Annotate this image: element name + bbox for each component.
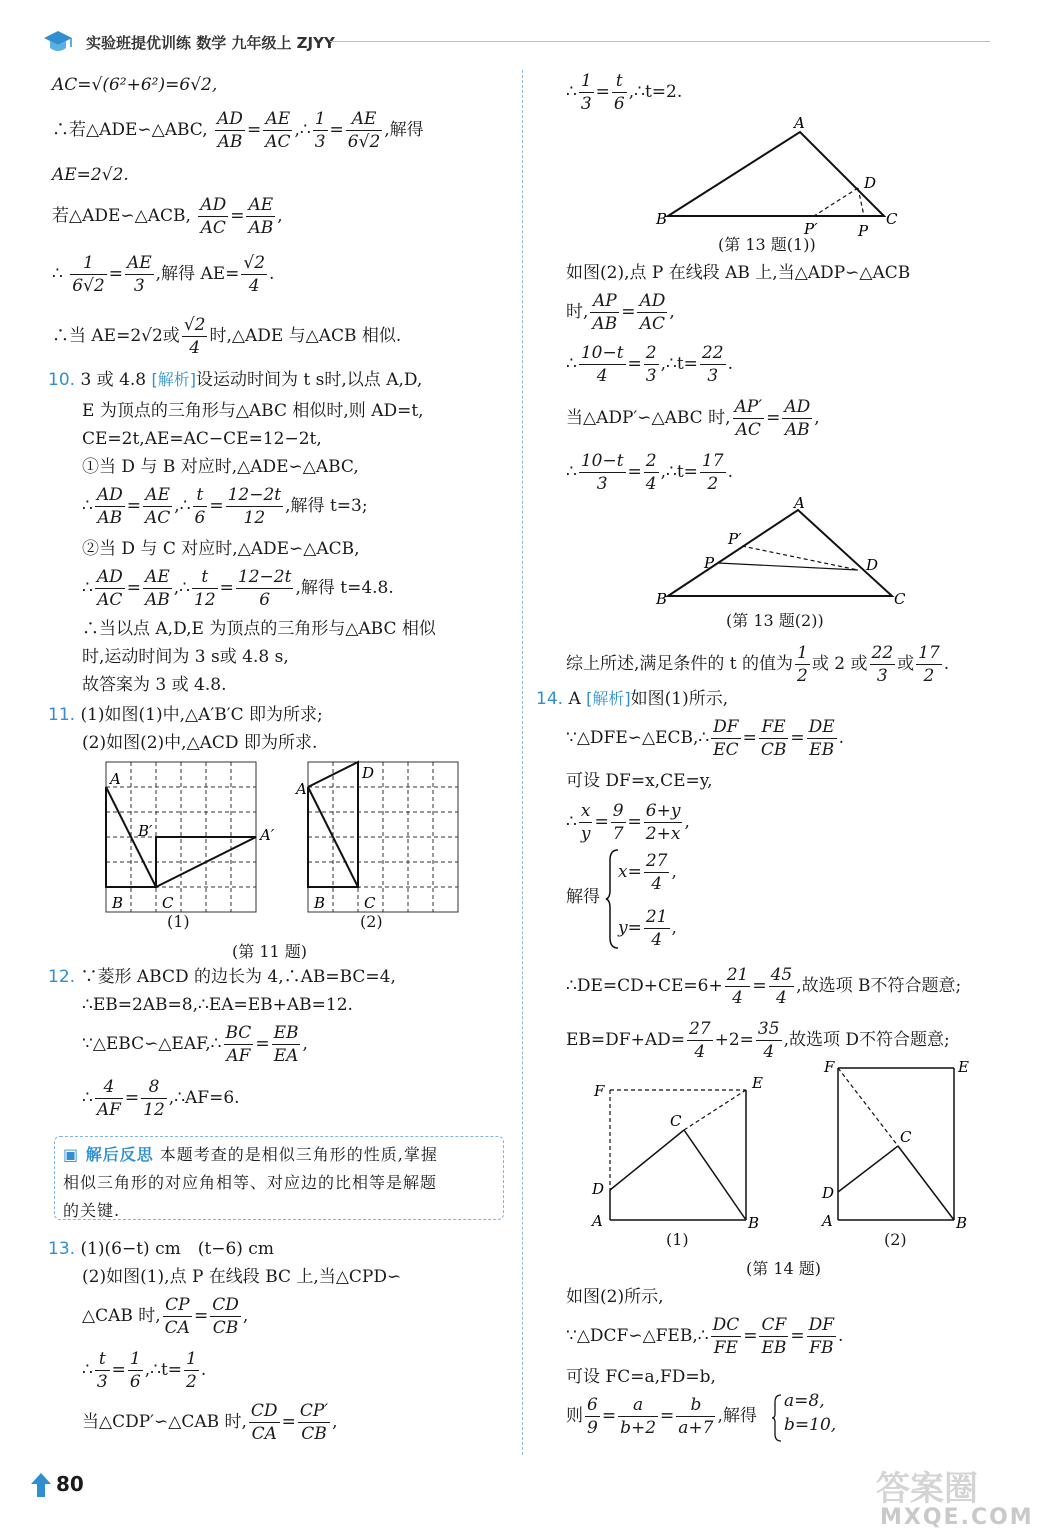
label-Bp: B′ <box>138 822 153 840</box>
text-line: 当△ADP′∽△ABC 时, $\frac{AP'}{AC}$ = $\frac{AD}{AB}$ , <box>566 397 820 440</box>
text-line: AC=√(6²+6²)=6√2, <box>52 75 218 95</box>
text-line: (2)如图(1),点 P 在线段 BC 上,当△CPD∽ <box>82 1267 402 1287</box>
fig13-2-caption: (第 13 题(2)) <box>726 611 824 630</box>
svg-text:B: B <box>748 1214 760 1232</box>
svg-text:B: B <box>656 590 668 608</box>
question-13: 13. (1)(6−t) cm (t−6) cm <box>48 1239 274 1259</box>
text-line: 如图(2)所示, <box>566 1287 664 1307</box>
text-line: 故答案为 3 或 4.8. <box>82 675 227 695</box>
text-line: ∵△DFE∽△ECB,∴ $\frac{DF}{EC}$ = $\frac{FE}{CB}$ = $\frac{DE}{EB}$ . <box>566 717 845 760</box>
book-title: 实验班提优训练 数学 九年级上 ZJYY <box>86 34 335 52</box>
fig14-sub1: (1) <box>666 1230 689 1249</box>
column-divider <box>522 70 523 1455</box>
text-line: 时,运动时间为 3 s或 4.8 s, <box>82 647 289 667</box>
svg-text:B: B <box>314 894 326 912</box>
svg-text:B: B <box>656 210 668 228</box>
reflection-label: ▣ 解后反思 <box>63 1145 154 1164</box>
svg-text:P′: P′ <box>804 220 818 238</box>
svg-text:答案圈: 答案圈 <box>876 1469 978 1509</box>
text-line: ∴当 AE=2√2或 $\frac{√2}{4}$ 时,△ADE 与△ACB 相似. <box>52 315 402 358</box>
svg-text:D: D <box>866 556 879 574</box>
fig14-sub2: (2) <box>884 1230 907 1249</box>
svg-text:B: B <box>956 1214 968 1232</box>
text-line: △CAB 时, $\frac{CP}{CA}$ = $\frac{CD}{CB}$ , <box>82 1295 249 1338</box>
text-line: ∴当以点 A,D,E 为顶点的三角形与△ABC 相似 <box>82 619 436 639</box>
brace-icon <box>772 1394 782 1442</box>
watermark-text: MXQE.COM <box>880 1505 1034 1530</box>
text-line: EB=DF+AD= $\frac{27}{4}$ +2= $\frac{35}{4}$ ,故选项 D不符合题意; <box>566 1019 950 1062</box>
text-line: ①当 D 与 B 对应时,△ADE∽△ABC, <box>82 457 359 477</box>
text-line: 当△CDP′∽△CAB 时, $\frac{CD}{CA}$ = $\frac{CP'}{CB}$ , <box>82 1401 338 1444</box>
question-10: 10. 3 或 4.8 [解析]设运动时间为 t s时,以点 A,D, <box>48 370 423 390</box>
svg-text:C: C <box>364 894 376 912</box>
text-line: y= $\frac{21}{4}$ , <box>618 907 677 950</box>
text-line: ∴ $\frac{AD}{AB}$ = $\frac{AE}{AC}$ ,∴ $\frac{t}{6}$ = $\frac{12-2t}{12}$ ,解得 t=3; <box>82 485 368 528</box>
svg-text:D: D <box>864 174 877 192</box>
text-line: 可设 DF=x,CE=y, <box>566 771 713 791</box>
svg-text:D: D <box>362 764 375 782</box>
svg-text:C: C <box>670 1112 682 1130</box>
question-11: 11. (1)如图(1)中,△A′B′C 即为所求; <box>48 705 323 725</box>
text-line: a=8, <box>784 1391 825 1411</box>
text-line: 则 $\frac{6}{9}$ = $\frac{a}{b+2}$ = $\frac{b}{a+7}$ ,解得 <box>566 1395 757 1438</box>
text-line: CE=2t,AE=AC−CE=12−2t, <box>82 429 322 449</box>
text-line: ∴ $\frac{AD}{AC}$ = $\frac{AE}{AB}$ ,∴ $\frac{t}{12}$ = $\frac{12-2t}{6}$ ,解得 t=4.8. <box>82 567 394 610</box>
page-number: 80 <box>30 1470 84 1500</box>
svg-text:E: E <box>958 1058 969 1076</box>
grid-2 <box>308 762 458 912</box>
svg-text:C: C <box>900 1128 912 1146</box>
text-line: 可设 FC=a,FD=b, <box>566 1367 716 1387</box>
text-line: ∴DE=CD+CE=6+ $\frac{21}{4}$ = $\frac{45}{4}$ ,故选项 B不符合题意; <box>566 965 962 1008</box>
reflection-box: ▣ 解后反思 本题考查的是相似三角形的性质,掌握 相似三角形的对应角相等、对应边的比相等是解题 的关键. <box>54 1136 504 1220</box>
svg-text:P′: P′ <box>728 530 742 548</box>
svg-text:A: A <box>822 1212 833 1230</box>
svg-text:A: A <box>592 1212 603 1230</box>
label-C: C <box>162 894 174 912</box>
fig11-caption: (第 11 题) <box>232 942 308 961</box>
header-rule <box>330 41 990 42</box>
text-line: (2)如图(2)中,△ACD 即为所求. <box>82 733 318 753</box>
svg-text:D: D <box>592 1180 605 1198</box>
text-line: ∴EB=2AB=8,∴EA=EB+AB=12. <box>82 995 353 1015</box>
text-line: x= $\frac{27}{4}$ , <box>618 851 677 894</box>
svg-text:E: E <box>752 1074 763 1092</box>
text-line: ②当 D 与 C 对应时,△ADE∽△ACB, <box>82 539 360 559</box>
page-header <box>40 28 1000 58</box>
svg-text:F: F <box>824 1058 835 1076</box>
svg-text:P: P <box>858 222 869 240</box>
svg-text:A: A <box>794 114 805 132</box>
text-line: ∴ $\frac{10-t}{3}$ = $\frac{2}{4}$ ,∴t= $\frac{17}{2}$ . <box>566 451 733 494</box>
figure-13-1 <box>656 116 896 246</box>
text-line: 如图(2),点 P 在线段 AB 上,当△ADP∽△ACB <box>566 263 911 283</box>
svg-text:F: F <box>594 1082 605 1100</box>
svg-text:C: C <box>894 590 906 608</box>
text-line: ∴ $\frac{1}{3}$ = $\frac{t}{6}$ ,∴t=2. <box>566 71 683 114</box>
text-line: ∴ $\frac{4}{AF}$ = $\frac{8}{12}$ ,∴AF=6. <box>82 1077 240 1120</box>
text-line: AE=2√2. <box>52 165 129 185</box>
text-line: E 为顶点的三角形与△ABC 相似时,则 AD=t, <box>82 401 424 421</box>
text-line: 若△ADE∽△ACB, $\frac{AD}{AC}$ = $\frac{AE}{AB}$ , <box>52 195 283 238</box>
fig11-sub2: (2) <box>360 912 383 931</box>
label-B: B <box>112 894 124 912</box>
text-line: b=10, <box>784 1415 837 1435</box>
question-12: 12. ∵菱形 ABCD 的边长为 4,∴AB=BC=4, <box>48 967 396 987</box>
fig11-sub1: (1) <box>167 912 190 931</box>
figure-14 <box>588 1060 988 1234</box>
text-line: ∴ $\frac{x}{y}$ = $\frac{9}{7}$ = $\frac{6+y}{2+x}$ , <box>566 801 690 844</box>
text-line: ∵△EBC∽△EAF,∴ $\frac{BC}{AF}$ = $\frac{EB}{EA}$ , <box>82 1023 308 1066</box>
fig14-caption: (第 14 题) <box>746 1259 822 1278</box>
question-14: 14. A [解析]如图(1)所示, <box>536 689 729 709</box>
text-line: ∴若△ADE∽△ABC, $\frac{AD}{AB}$ = $\frac{AE}{AC}$ ,∴ $\frac{1}{3}$ = $\frac{AE}{6√2}$ ,解得 <box>52 109 424 152</box>
text-line: ∴ $\frac{10-t}{4}$ = $\frac{2}{3}$ ,∴t= $\frac{22}{3}$ . <box>566 343 733 386</box>
svg-text:D: D <box>822 1184 835 1202</box>
text-line: ∴ $\frac{t}{3}$ = $\frac{1}{6}$ ,∴t= $\frac{1}{2}$ . <box>82 1349 207 1392</box>
figure-11 <box>104 760 464 932</box>
text-line: 解得 <box>566 887 600 907</box>
svg-text:A: A <box>296 780 307 798</box>
svg-text:C: C <box>886 210 898 228</box>
fig13-1-caption: (第 13 题(1)) <box>718 235 816 254</box>
label-A: A <box>110 770 121 788</box>
arrow-up-icon <box>30 1472 52 1498</box>
graduation-cap-icon <box>40 28 76 56</box>
text-line: ∴ $\frac{1}{6√2}$ = $\frac{AE}{3}$ ,解得 AE= $\frac{√2}{4}$ . <box>52 253 275 296</box>
label-Ap: A′ <box>260 826 275 844</box>
text-line: 时, $\frac{AP}{AB}$ = $\frac{AD}{AC}$ , <box>566 291 675 334</box>
text-line: ∵△DCF∽△FEB,∴ $\frac{DC}{FE}$ = $\frac{CF}{EB}$ = $\frac{DF}{FB}$ . <box>566 1315 844 1358</box>
text-line: 综上所述,满足条件的 t 的值为 $\frac{1}{2}$ 或 2 或 $\frac{22}{3}$ 或 $\frac{17}{2}$ . <box>566 643 950 686</box>
svg-text:P: P <box>704 554 715 572</box>
figure-13-2 <box>656 494 906 608</box>
svg-text:A: A <box>794 494 805 512</box>
